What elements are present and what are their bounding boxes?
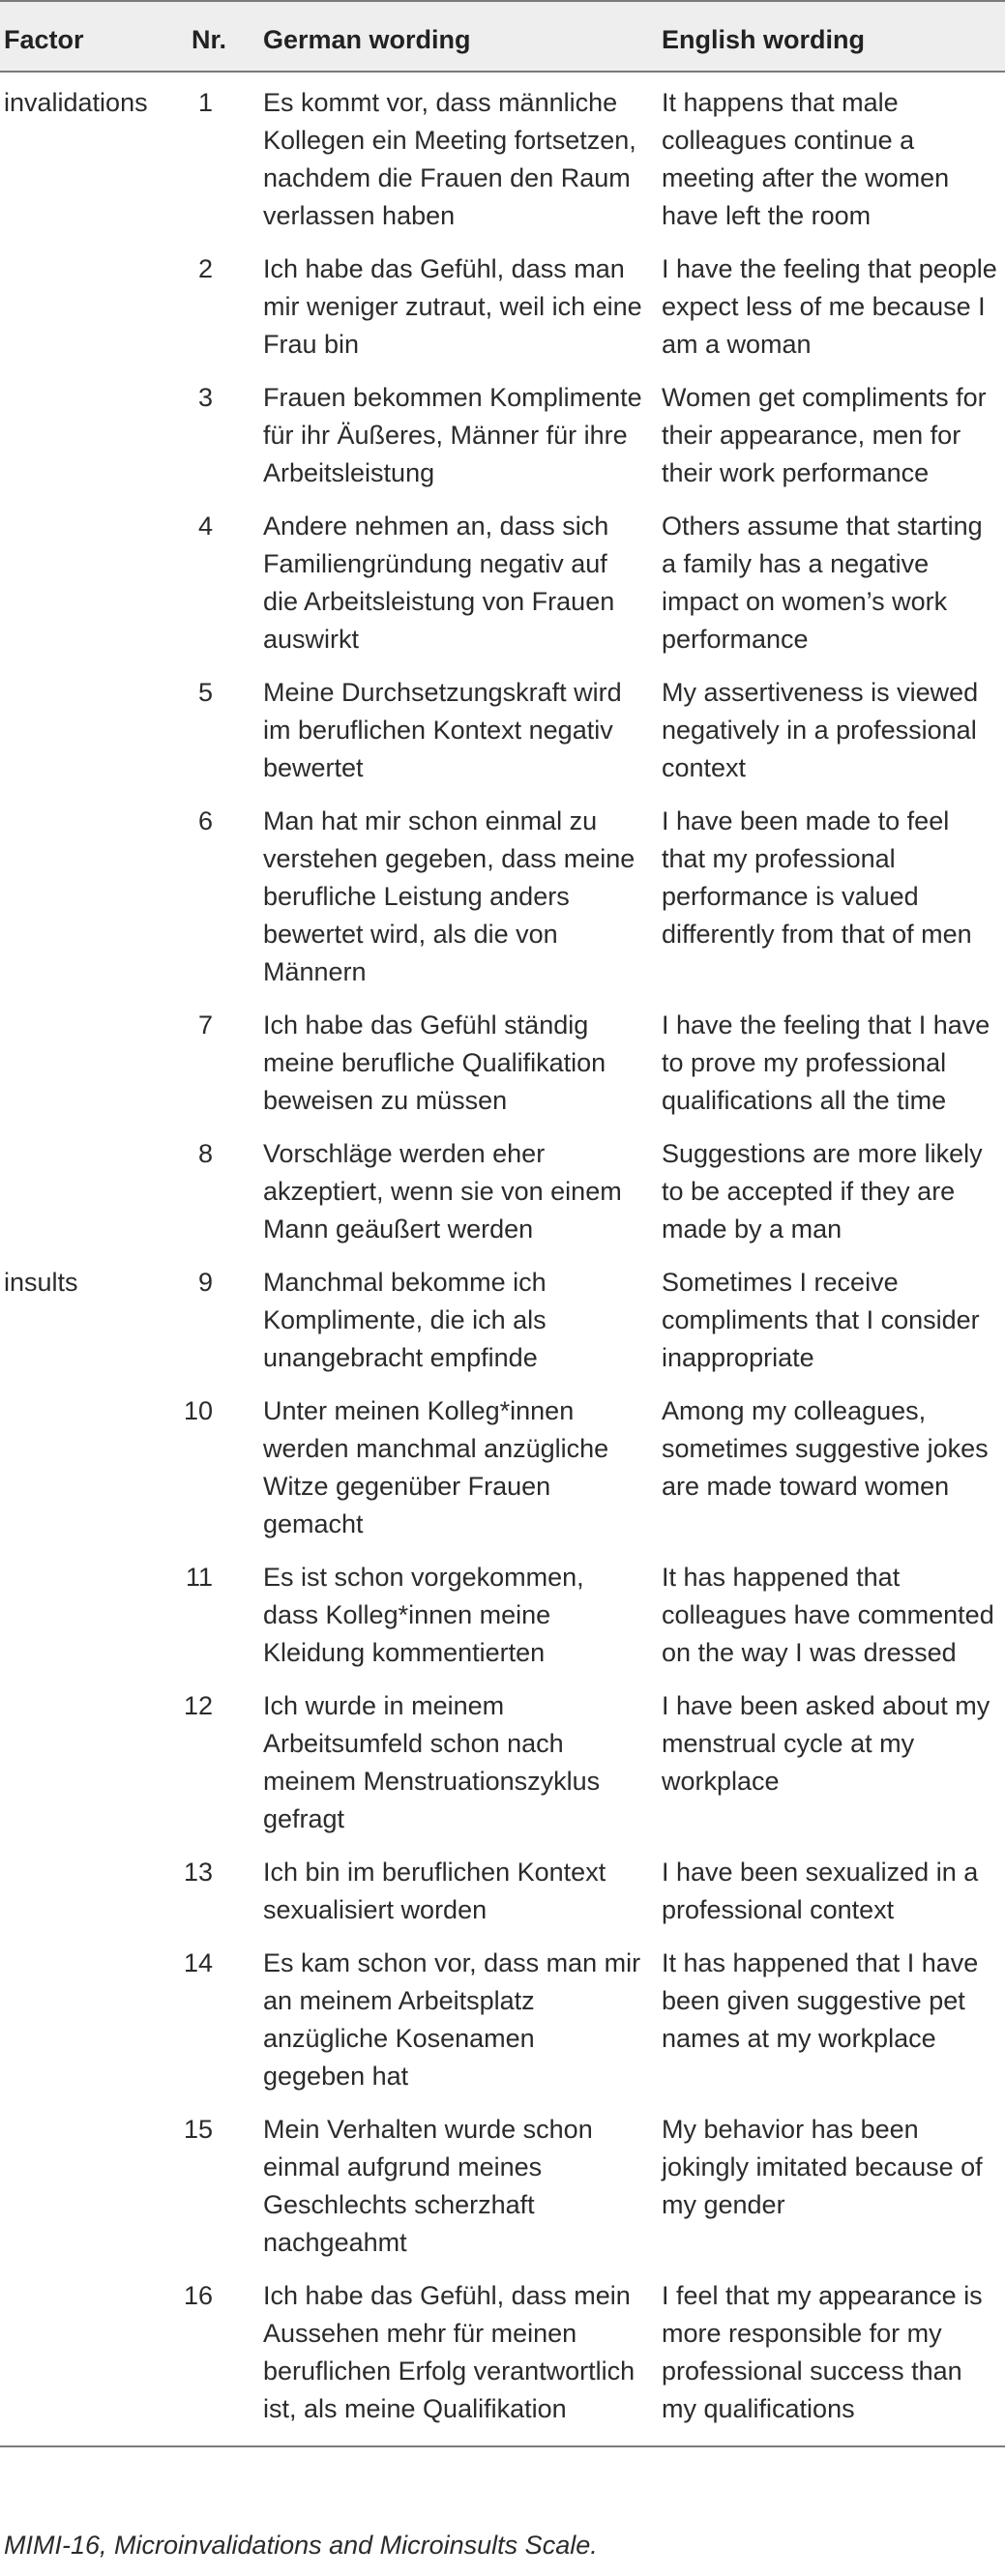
factor-cell	[0, 508, 184, 674]
table-body	[0, 72, 1005, 2446]
item-number-cell: 15	[184, 2115, 214, 2144]
german-wording-cell: Es ist schon vorgekommen, dass Kolleg*innen meine Kleidung kommentierten	[263, 1563, 584, 1667]
english-wording-cell: Suggestions are more likely to be accepted if they are made by a man	[662, 1139, 983, 1244]
table-row	[0, 1687, 1005, 1854]
factor-cell	[0, 2111, 184, 2277]
table-caption: MIMI-16, Microinvalidations and Microinsults Scale.	[4, 2531, 598, 2560]
table-row	[0, 1007, 1005, 1135]
item-number-cell: 13	[184, 1858, 214, 1887]
english-wording-cell: My assertiveness is viewed negatively in a professional context	[662, 678, 979, 782]
header-english-wording: English wording	[662, 1, 1005, 72]
item-number-cell: 7	[197, 1010, 213, 1039]
factor-cell	[0, 379, 184, 508]
german-wording-cell: Manchmal bekomme ich Komplimente, die ich als unangebracht empfinde	[263, 1268, 547, 1372]
factor-cell	[0, 803, 184, 1007]
german-wording-cell: Ich habe das Gefühl, dass mein Aussehen mehr für meinen beruflichen Erfolg verantwortlich ist, als meine Qualifikation	[263, 2277, 662, 2446]
english-wording-cell: It happens that male colleagues continue a meeting after the women have left the room	[662, 88, 950, 230]
item-number-cell: 1	[197, 88, 213, 117]
item-number-cell: 4	[197, 512, 213, 541]
german-wording-cell: Es kam schon vor, dass man mir an meinem Arbeitsplatz anzügliche Kosenamen gegeben hat	[263, 1948, 641, 2091]
table-row	[0, 72, 1005, 250]
factor-cell	[0, 1559, 184, 1687]
factor-cell	[0, 1945, 184, 2111]
german-wording-cell: Unter meinen Kolleg*innen werden manchmal anzügliche Witze gegenüber Frauen gemacht	[263, 1396, 609, 1538]
english-wording-cell: Sometimes I receive compliments that I consider inappropriate	[662, 1268, 980, 1372]
factor-cell: insults	[4, 1268, 78, 1297]
header-factor: Factor	[0, 1, 184, 72]
factor-cell	[0, 250, 184, 379]
item-number-cell: 16	[184, 2277, 263, 2446]
factor-cell	[0, 1135, 184, 1264]
table-row	[0, 1264, 1005, 1392]
english-wording-cell: Among my colleagues, sometimes suggestive jokes are made toward women	[662, 1396, 989, 1501]
english-wording-cell: I have been asked about my menstrual cycle at my workplace	[662, 1691, 990, 1796]
item-number-cell: 14	[184, 1948, 214, 1977]
table-row	[0, 1392, 1005, 1559]
item-number-cell: 10	[184, 1396, 214, 1425]
english-wording-cell: I have the feeling that people expect less of me because I am a woman	[662, 254, 997, 359]
table-row	[0, 1559, 1005, 1687]
english-wording-cell: I have been sexualized in a professional context	[662, 1858, 979, 1924]
item-number-cell: 12	[184, 1691, 214, 1720]
factor-cell	[0, 674, 184, 803]
german-wording-cell: Frauen bekommen Komplimente für ihr Äußeres, Männer für ihre Arbeitsleistung	[263, 383, 642, 487]
german-wording-cell: Man hat mir schon einmal zu verstehen gegeben, dass meine berufliche Leistung anders bewertet wird, als die von Männern	[263, 806, 636, 986]
item-number-cell: 8	[197, 1139, 213, 1168]
table-row	[0, 250, 1005, 379]
english-wording-cell: I feel that my appearance is more responsible for my professional success than my qualifications	[662, 2277, 1005, 2446]
english-wording-cell: It has happened that colleagues have commented on the way I was dressed	[662, 1563, 994, 1667]
table-row	[0, 379, 1005, 508]
german-wording-cell: Ich wurde in meinem Arbeitsumfeld schon nach meinem Menstruationszyklus gefragt	[263, 1691, 601, 1833]
table-row	[0, 803, 1005, 1007]
english-wording-cell: My behavior has been jokingly imitated because of my gender	[662, 2115, 983, 2219]
german-wording-cell: Ich habe das Gefühl, dass man mir weniger zutraut, weil ich eine Frau bin	[263, 254, 642, 359]
header-row	[0, 1, 1005, 72]
item-number-cell: 6	[197, 806, 213, 835]
table-row	[0, 2277, 1005, 2446]
factor-cell: invalidations	[4, 88, 148, 117]
german-wording-cell: Es kommt vor, dass männliche Kollegen ein Meeting fortsetzen, nachdem die Frauen den Raum verlassen haben	[263, 88, 636, 230]
german-wording-cell: Vorschläge werden eher akzeptiert, wenn sie von einem Mann geäußert werden	[263, 1139, 622, 1244]
german-wording-cell: Ich habe das Gefühl ständig meine berufliche Qualifikation beweisen zu müssen	[263, 1010, 606, 1115]
item-number-cell: 11	[185, 1563, 213, 1592]
table-header	[0, 1, 1005, 72]
table-row	[0, 1945, 1005, 2111]
english-wording-cell: I have been made to feel that my professional performance is valued differently from that of men	[662, 806, 972, 949]
table-row	[0, 2111, 1005, 2277]
factor-cell	[0, 1687, 184, 1854]
english-wording-cell: Others assume that starting a family has a negative impact on women’s work performance	[662, 512, 983, 654]
table-row	[0, 1135, 1005, 1264]
item-number-cell: 3	[197, 383, 213, 412]
factor-cell	[0, 2277, 184, 2446]
item-number-cell: 5	[197, 678, 213, 707]
header-german-wording: German wording	[263, 1, 662, 72]
table-row	[0, 508, 1005, 674]
german-wording-cell: Mein Verhalten wurde schon einmal aufgrund meines Geschlechts scherzhaft nachgeahmt	[263, 2115, 593, 2257]
table-row	[0, 1854, 1005, 1945]
item-number-cell: 2	[197, 254, 213, 283]
factor-cell	[0, 1007, 184, 1135]
german-wording-cell: Meine Durchsetzungskraft wird im beruflichen Kontext negativ bewertet	[263, 678, 622, 782]
german-wording-cell: Ich bin im beruflichen Kontext sexualisiert worden	[263, 1858, 606, 1924]
english-wording-cell: It has happened that I have been given suggestive pet names at my workplace	[662, 1948, 979, 2053]
english-wording-cell: I have the feeling that I have to prove my professional qualifications all the time	[662, 1010, 990, 1115]
factor-cell	[0, 1854, 184, 1945]
english-wording-cell: Women get compliments for their appearance, men for their work performance	[662, 383, 987, 487]
factor-cell	[0, 1392, 184, 1559]
table-row	[0, 674, 1005, 803]
item-number-cell: 9	[197, 1268, 213, 1297]
header-nr: Nr.	[184, 1, 263, 72]
german-wording-cell: Andere nehmen an, dass sich Familiengründung negativ auf die Arbeitsleistung von Frauen auswirkt	[263, 512, 615, 654]
